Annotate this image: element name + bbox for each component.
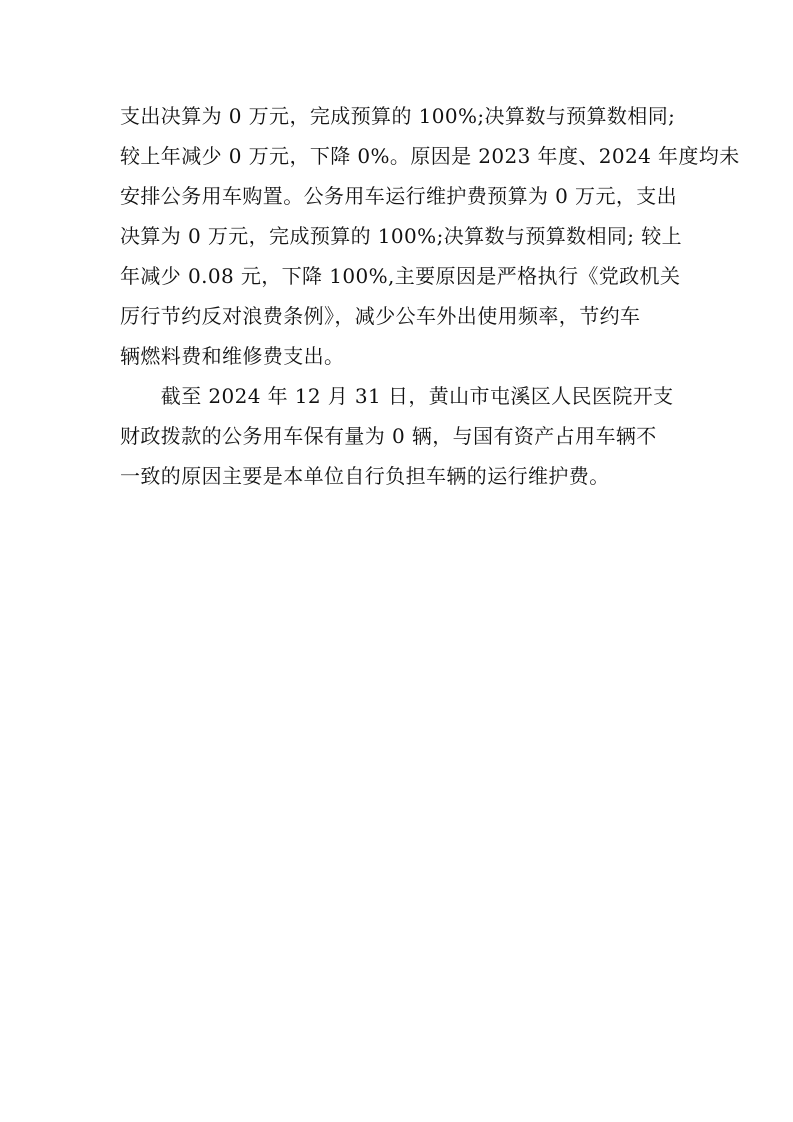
text-line: 较上年减少 0 万元，下降 0%。原因是 2023 年度、2024 年度均未 [120, 144, 740, 168]
text-line: 支出决算为 0 万元，完成预算的 100%;决算数与预算数相同; [120, 104, 676, 128]
text-line: 辆燃料费和维修费支出。 [120, 344, 345, 368]
text-line: 财政拨款的公务用车保有量为 0 辆，与国有资产占用车辆不 [120, 424, 657, 448]
text-line: 截至 2024 年 12 月 31 日，黄山市屯溪区人民医院开支 [120, 384, 674, 408]
text-line: 决算为 0 万元，完成预算的 100%;决算数与预算数相同; 较上 [120, 224, 683, 248]
paragraph-vehicle-holdings [120, 376, 680, 496]
paragraph-vehicle-expenses [120, 96, 740, 376]
text-line: 年减少 0.08 元，下降 100%,主要原因是严格执行《党政机关 [120, 264, 681, 288]
text-line: 一致的原因主要是本单位自行负担车辆的运行维护费。 [120, 464, 610, 488]
body-text [120, 96, 740, 496]
text-line: 安排公务用车购置。公务用车运行维护费预算为 0 万元，支出 [120, 184, 678, 208]
text-line: 厉行节约反对浪费条例》，减少公车外出使用频率，节约车 [120, 304, 641, 328]
